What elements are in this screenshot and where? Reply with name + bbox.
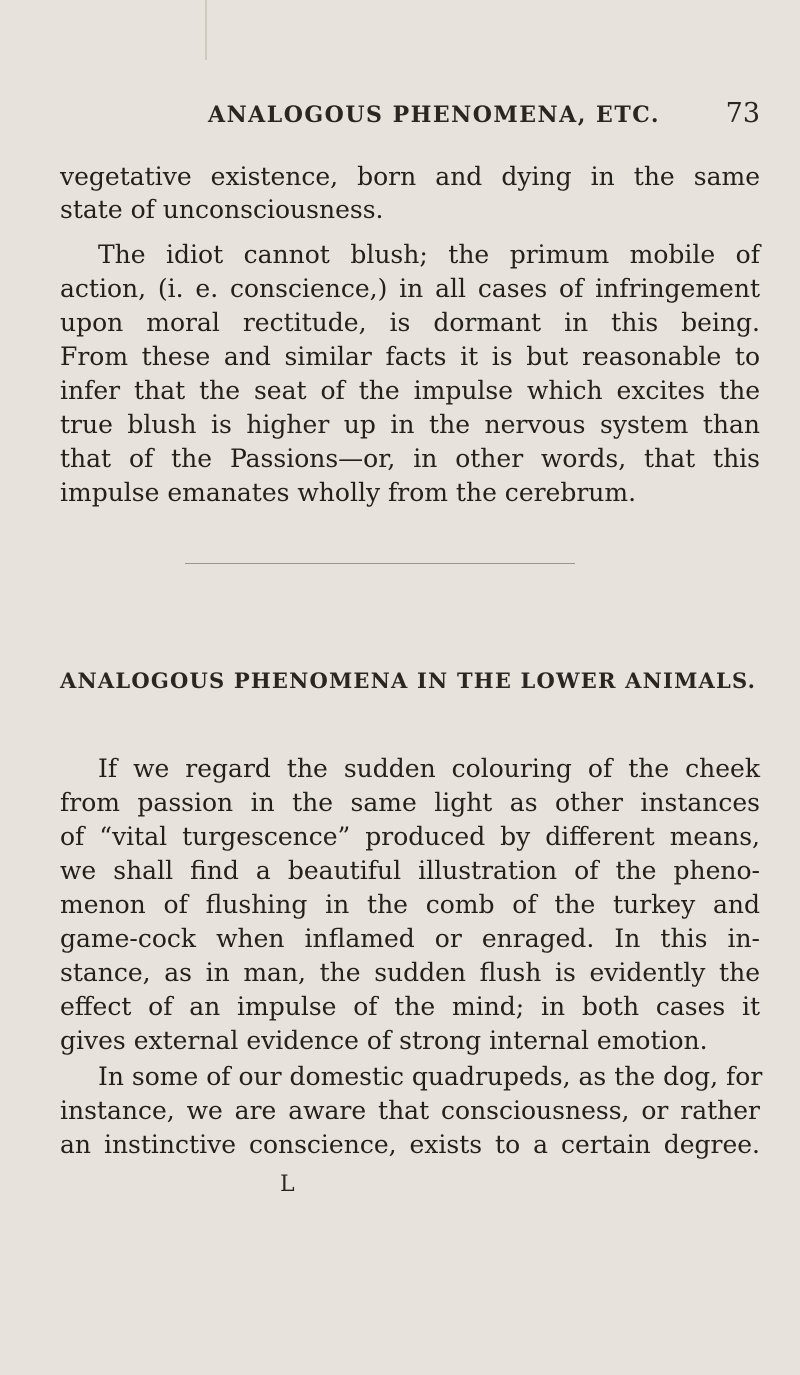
text-line: effect of an impulse of the mind; in both cases it bbox=[60, 992, 760, 1021]
text-line: instance, we are aware that consciousness, or rather bbox=[60, 1096, 760, 1125]
paper-crease bbox=[205, 0, 207, 60]
text-line: If we regard the sudden colouring of the cheek bbox=[98, 754, 760, 783]
text-line: menon of flushing in the comb of the turkey and bbox=[60, 890, 760, 919]
text-line: state of unconsciousness. bbox=[60, 195, 384, 224]
text-line: that of the Passions—or, in other words, that this bbox=[60, 444, 760, 473]
text-line: impulse emanates wholly from the cerebrum. bbox=[60, 478, 637, 507]
section-heading: ANALOGOUS PHENOMENA IN THE LOWER ANIMALS. bbox=[60, 668, 757, 693]
text-line: we shall find a beautiful illustration of the pheno- bbox=[60, 856, 760, 885]
text-line: of “vital turgescence” produced by different means, bbox=[60, 822, 760, 851]
page-number: 73 bbox=[725, 98, 760, 129]
text-line: The idiot cannot blush; the primum mobile of bbox=[98, 240, 760, 269]
text-line: from passion in the same light as other instances bbox=[60, 788, 760, 817]
text-line: gives external evidence of strong internal emotion. bbox=[60, 1026, 708, 1055]
text-line: In some of our domestic quadrupeds, as the dog, for bbox=[98, 1062, 763, 1091]
text-line: true blush is higher up in the nervous system than bbox=[60, 410, 760, 439]
signature-mark: L bbox=[280, 1172, 295, 1197]
section-divider bbox=[185, 563, 575, 564]
text-line: infer that the seat of the impulse which excites the bbox=[60, 376, 760, 405]
text-line: vegetative existence, born and dying in the same bbox=[60, 162, 760, 191]
running-title: ANALOGOUS PHENOMENA, ETC. bbox=[208, 102, 660, 128]
text-line: From these and similar facts it is but reasonable to bbox=[60, 342, 760, 371]
text-line: stance, as in man, the sudden flush is evidently the bbox=[60, 958, 760, 987]
text-line: action, (i. e. conscience,) in all cases of infringement bbox=[60, 274, 760, 303]
text-line: game-cock when inflamed or enraged. In this in- bbox=[60, 924, 760, 953]
text-line: upon moral rectitude, is dormant in this being. bbox=[60, 308, 760, 337]
running-head bbox=[60, 98, 760, 142]
text-line: an instinctive conscience, exists to a certain degree. bbox=[60, 1130, 760, 1159]
